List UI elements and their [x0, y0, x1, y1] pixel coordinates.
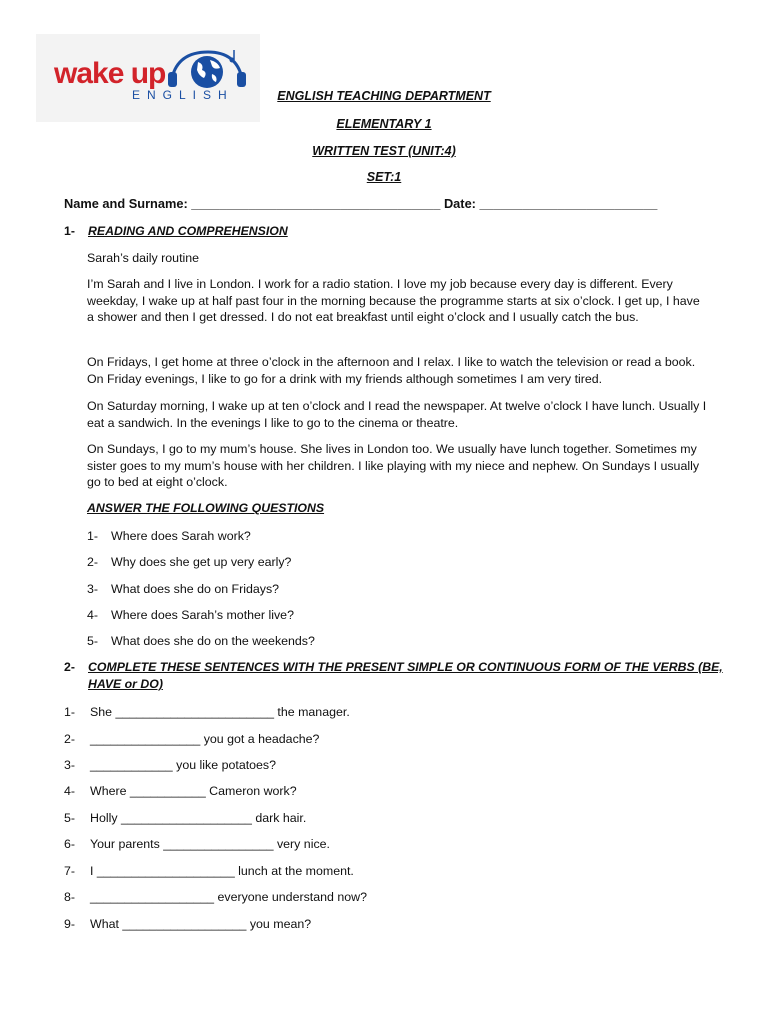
story-paragraph: On Fridays, I get home at three o’clock in the afternoon and I relax. I like to watch the television or read a book. On Friday evenings, I like to go for a drink with my friends although sometimes I am very tired.: [87, 355, 696, 386]
question-item: 5- What does she do on the weekends?: [87, 634, 315, 648]
sentence-item: 6- Your parents ________________ very nice.: [64, 837, 330, 851]
sentence-item: 3- ____________ you like potatoes?: [64, 758, 277, 772]
sentence-item: 4- Where ___________ Cameron work?: [64, 784, 297, 798]
sentence-item: 8- __________________ everyone understand now?: [64, 890, 367, 904]
sentence-item: 7- I ____________________ lunch at the moment.: [64, 864, 354, 878]
sentence-item: 2- ________________ you got a headache?: [64, 732, 320, 746]
level-heading: ELEMENTARY 1: [336, 117, 432, 131]
sentence-item: 1- She _______________________ the manager.: [64, 705, 350, 719]
sentence-item: 9- What __________________ you mean?: [64, 917, 312, 931]
section-2-heading-continued: HAVE or DO): [88, 677, 163, 691]
logo: [36, 34, 260, 122]
question-item: 4- Where does Sarah’s mother live?: [87, 608, 294, 622]
question-item: 2- Why does she get up very early?: [87, 555, 292, 569]
logo-subtitle: ENGLISH: [132, 88, 234, 102]
questions-heading: ANSWER THE FOLLOWING QUESTIONS: [87, 501, 325, 515]
question-item: 1- Where does Sarah work?: [87, 529, 251, 543]
set-heading: SET:1: [366, 170, 402, 184]
story-paragraph: I’m Sarah and I live in London. I work for a radio station. I love my job because every day is different. Every weekday, I wake up at half past four in the morning because the programme starts at six o’clock. I get up, I have a shower and then I get dressed. I do not eat breakfast until eight o’clock and I usually catch the bus.: [87, 277, 700, 325]
test-heading: WRITTEN TEST (UNIT:4): [312, 144, 456, 158]
story-title: Sarah’s daily routine: [87, 251, 200, 265]
question-item: 3- What does she do on Fridays?: [87, 582, 280, 596]
section-number: 1-: [64, 224, 75, 238]
department-heading: ENGLISH TEACHING DEPARTMENT: [277, 89, 491, 103]
name-and-date-line: Name and Surname: ___________________________________ Date: _________________________: [64, 196, 658, 211]
section-2-heading: 2- COMPLETE THESE SENTENCES WITH THE PRESENT SIMPLE OR CONTINUOUS FORM OF THE VERBS (BE,: [64, 660, 723, 674]
section-1-heading: [64, 224, 288, 240]
sentence-item: 5- Holly ___________________ dark hair.: [64, 811, 307, 825]
section-title: READING AND COMPREHENSION: [88, 224, 288, 238]
globe-icon: [168, 48, 246, 92]
story-paragraph: On Saturday morning, I wake up at ten o’clock and I read the newspaper. At twelve o’clock I have lunch. Usually I eat a sandwich. In the evenings I like to go to the cinema or theatre.: [87, 399, 707, 430]
story-paragraph: On Sundays, I go to my mum’s house. She lives in London too. We usually have lunch together. Sometimes my sister goes to my mum’s house with her children. I like playing with my niece and nephew. On Sundays I usually go to bed at eight o’clock.: [87, 442, 700, 490]
logo-wordmark: wake up: [54, 57, 166, 90]
